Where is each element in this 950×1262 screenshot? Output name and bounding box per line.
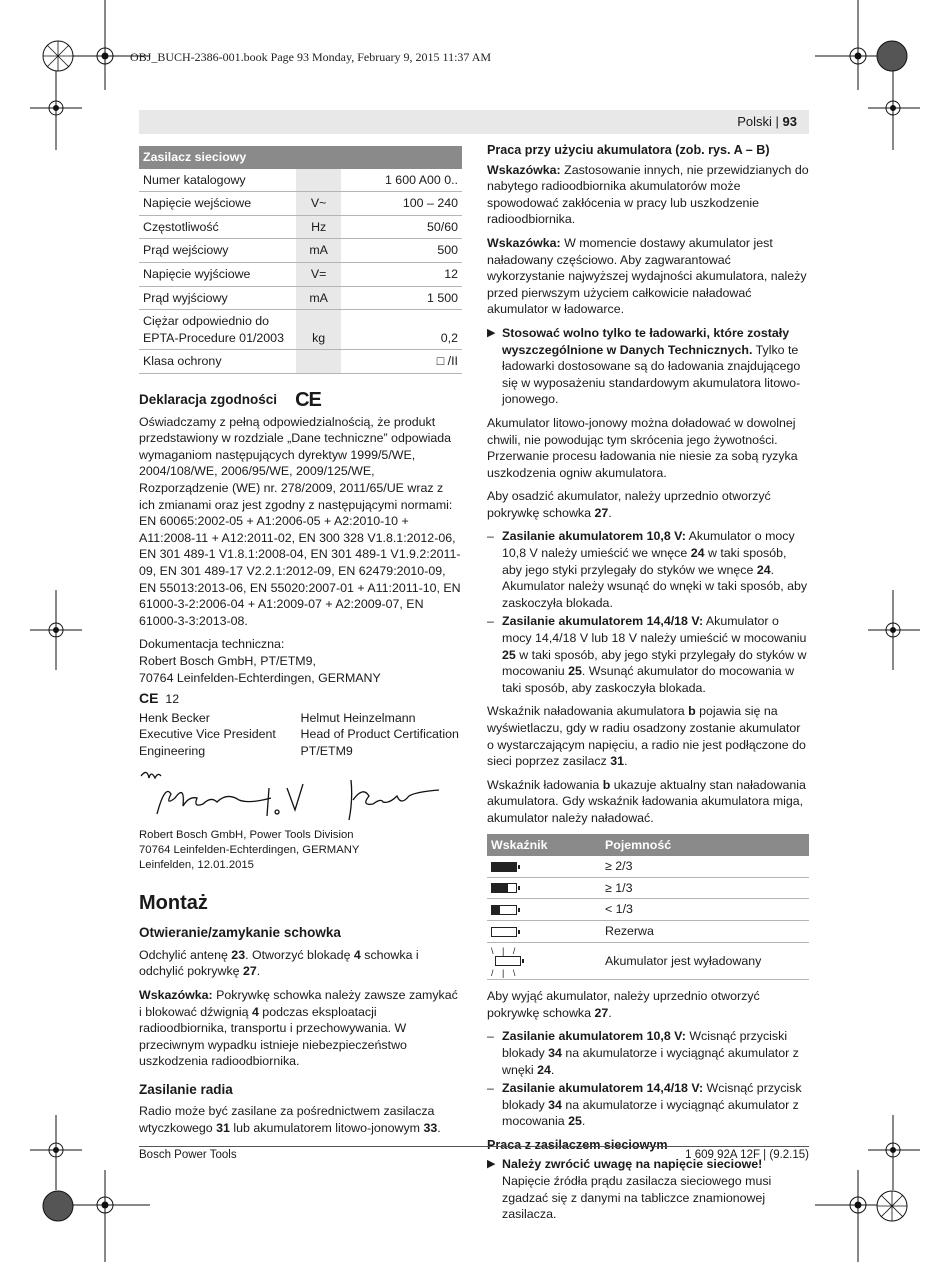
insert-14v [487, 613, 809, 696]
spec-value: 1 500 [341, 286, 462, 310]
indicator-col-header: Wskaźnik [487, 834, 601, 857]
page-header-bar [139, 110, 809, 134]
t: W momencie dostawy akumulator jest naładowany częściowo. Aby zagwarantować wykorzystanie najwyższej wydajności akumulatora, należy przed pierwszym użyciem całkowicie naładować akumulator w ładowarce. [487, 235, 807, 317]
power-text [139, 1103, 462, 1136]
signer-2 [301, 710, 463, 760]
mains-heading: Praca z zasilaczem sieciowym [487, 1137, 668, 1152]
indicator-row [487, 942, 809, 980]
spec-row [139, 239, 462, 263]
ce-year: 12 [165, 692, 180, 707]
dash-icon: – [487, 1029, 494, 1044]
t: . [624, 754, 628, 769]
tech-docs [139, 636, 462, 686]
signatures-image [139, 766, 459, 824]
t: . [256, 964, 261, 979]
ref: 23 [231, 947, 246, 962]
t: . [608, 505, 612, 520]
spec-row [139, 262, 462, 286]
spec-name: Napięcie wejściowe [139, 192, 296, 216]
battery-icon [487, 899, 601, 921]
battery-level-icon [491, 862, 517, 872]
t: Wskaźnik ładowania [487, 777, 603, 792]
remove-10v [487, 1028, 809, 1078]
ref: 34 [548, 1097, 562, 1112]
ref: b [688, 704, 696, 719]
signers [139, 710, 462, 760]
page-header: Polski | 93 [737, 114, 797, 129]
power-heading: Zasilanie radia [139, 1081, 233, 1097]
ref: 27 [594, 505, 609, 520]
tech-docs-address: 70764 Leinfelden-Echterdingen, GERMANY [139, 670, 381, 685]
arrow-icon: ▶ [487, 326, 496, 339]
signer2-title2: PT/ETM9 [300, 743, 353, 758]
spec-name: Napięcie wyjściowe [139, 262, 296, 286]
battery-icon [487, 920, 601, 942]
spec-name: Prąd wejściowy [139, 239, 296, 263]
t: . Wsunąć akumulator do mocowania w taki sposób, aby zaskoczyła blokada. [502, 664, 795, 695]
spec-table-title: Zasilacz sieciowy [139, 146, 462, 169]
company-block [139, 828, 462, 873]
capacity-label: ≥ 2/3 [601, 856, 809, 877]
spec-table [139, 146, 462, 374]
bold: Zasilanie akumulatorem 14,4/18 V: [502, 614, 704, 629]
t: schowka i odchylić pokrywkę [139, 947, 419, 979]
battery-heading: Praca przy użyciu akumulatora (zob. rys. A – B) [487, 143, 770, 157]
spec-value: 0,2 [341, 310, 462, 350]
indicator-text-1 [487, 703, 809, 769]
t: pojawia się na wyświetlaczu, gdy w radiu osadzony zostanie akumulator o wystarczającym napięciu, a radio nie jest podłączone do sieci poprzez zasilacz [487, 704, 806, 769]
ref: 25 [502, 647, 516, 662]
ref: 33 [423, 1121, 438, 1136]
spec-unit [296, 169, 340, 192]
t: . [550, 1062, 555, 1077]
t: Wcisnąć przyciski blokady [502, 1029, 788, 1060]
t: na akumulatorze i wyciągnąć akumulator z wnęki [502, 1045, 799, 1077]
battery-icon [487, 942, 601, 980]
t: Wskaźnik naładowania akumulatora [487, 704, 689, 719]
ref: 31 [216, 1121, 230, 1136]
arrow-icon: ▶ [487, 1158, 496, 1171]
spec-unit: V= [296, 262, 340, 286]
spec-name: Częstotliwość [139, 215, 296, 239]
bold: Zasilanie akumulatorem 14,4/18 V: [502, 1081, 704, 1096]
declaration-text: Oświadczamy z pełną odpowiedzialnością, że produkt przedstawiony w rozdziale „Dane techniczne” odpowiada wymaganiom następujących dyrektyw 1999/5/WE, 2004/108/WE, 2006/95/WE, 2009/125/WE, Rozporządzenie (WE) nr. 278/2009, 2011/65/UE wraz z ich zmianami oraz jest zgodny z następującymi normami: EN 60065:2002-05 + A1:2006-05 + A2:2010-10 + A11:2008-11 + A12:2011-02, EN 300 328 V1.8.1:2012-06, EN 301 489-1 V1.8.1:2008-04, EN 301 489-1 V1.9.2:2011-09, EN 301 489-17 V2.2.1:2012-09, EN 62479:2010-09, EN 55013:2013-06, EN 55020:2007-01 + A11:2011-10, EN 61000-3-2:2006-04 + A1:2009-07 + A2:2009-07, EN 61000-3-3:2013-08. [139, 414, 461, 628]
footer-left: Bosch Power Tools [139, 1149, 237, 1161]
ce-year-line: CE 12 [139, 690, 180, 707]
insert-text [487, 488, 809, 521]
signer2-name: Helmut Heinzelmann [300, 710, 416, 725]
company-line2: 70764 Leinfelden-Echterdingen, GERMANY [139, 843, 360, 856]
spec-unit [296, 350, 340, 374]
capacity-label: ≥ 1/3 [601, 877, 809, 899]
spec-unit: Hz [296, 215, 340, 239]
footer-right: 1 609 92A 12F | (9.2.15) [685, 1149, 809, 1161]
ref: 27 [242, 964, 257, 979]
t: Odchylić antenę [139, 947, 232, 962]
battery-icon [487, 856, 601, 877]
remove-14v [487, 1080, 809, 1130]
signer1-name: Henk Becker [139, 710, 210, 725]
spec-value: 50/60 [341, 215, 462, 239]
ref: 25 [568, 664, 582, 679]
note-label: Wskazówka: [487, 235, 561, 250]
spec-row [139, 192, 462, 216]
spec-value: □ /II [341, 350, 462, 374]
declaration-heading [139, 389, 462, 412]
blinking-battery-icon: \ | / / | \ [491, 945, 525, 978]
battery-level-icon [491, 905, 517, 915]
indicator-row [487, 877, 809, 899]
capacity-label: Rezerwa [601, 920, 809, 942]
t: w taki sposób, aby jego styki przylegały do styków w mocowaniu [502, 647, 807, 679]
t: Radio może być zasilane za pośrednictwem zasilacza wtyczkowego [139, 1104, 435, 1136]
remove-text [487, 988, 809, 1021]
signer-1 [139, 710, 301, 760]
spec-name: Prąd wyjściowy [139, 286, 296, 310]
ref: 24 [537, 1062, 551, 1077]
t: ukazuje aktualny stan naładowania akumulatora. Gdy wskaźnik ładowania akumulatora miga, akumulator należy naładować. [487, 777, 806, 825]
ref: b [602, 777, 611, 792]
liion-text: Akumulator litowo-jonowy można doładować w dowolnej chwili, nie powodując tym skrócenia jego żywotności. Przerwanie procesu ładowania nie niesie za sobą ryzyka uszkodzenia ogniw akumulatora. [487, 415, 798, 480]
note-label: Wskazówka: [487, 162, 561, 177]
storage-note [139, 987, 462, 1070]
spec-row [139, 310, 462, 350]
t: Akumulator o mocy 10,8 V należy umieścić we wnęce [502, 529, 795, 561]
spec-row [139, 350, 462, 374]
t: Wcisnąć przycisk blokady [502, 1081, 802, 1112]
note-label: Wskazówka: [139, 987, 213, 1002]
charger-warning [487, 325, 809, 408]
t: lub akumulatorem litowo-jonowym [229, 1121, 424, 1136]
battery-level-icon [491, 927, 517, 937]
warning-bold: Należy zwrócić uwagę na napięcie sieciowe! [502, 1157, 763, 1172]
spec-name: Numer katalogowy [139, 169, 296, 192]
t: Zastosowanie innych, nie przewidzianych do nabytego radioodbiornika akumulatorów może spowodować zakłócenia w pracy lub uszkodzenie radioodbiornika. [487, 162, 809, 227]
signer1-title1: Executive Vice President [139, 727, 276, 742]
page-number: 93 [782, 114, 797, 129]
t: na akumulatorze i wyciągnąć akumulator z mocowania [502, 1097, 799, 1129]
indicator-row [487, 856, 809, 877]
mains-warning [487, 1156, 809, 1222]
t: w taki sposób, aby jego styki przylegały do styków we wnęce [502, 546, 787, 577]
tech-docs-label: Dokumentacja techniczna: [139, 637, 285, 652]
spec-value: 1 600 A00 0.. [341, 169, 462, 192]
t: . [581, 1114, 586, 1129]
ref: 31 [610, 754, 625, 769]
ref: 34 [548, 1045, 562, 1060]
ref: 4 [353, 947, 361, 962]
spec-unit: mA [296, 239, 340, 263]
spec-unit: mA [296, 286, 340, 310]
signer1-title2: Engineering [139, 743, 206, 758]
insert-10v [487, 528, 809, 611]
spec-name: Klasa ochrony [139, 350, 296, 374]
t: Akumulator o mocy 14,4/18 V lub 18 V należy umieścić w mocowaniu [502, 614, 807, 646]
note-2 [487, 235, 809, 318]
bold: Zasilanie akumulatorem 10,8 V: [502, 1029, 686, 1044]
footer-rule [139, 1146, 809, 1147]
t: Aby wyjąć akumulator, należy uprzednio otworzyć pokrywkę schowka [487, 989, 760, 1020]
t: Aby osadzić akumulator, należy uprzednio otworzyć pokrywkę schowka [487, 489, 771, 520]
montaz-heading: Montaż [139, 891, 208, 914]
ref: 24 [690, 546, 705, 561]
spec-value: 12 [341, 262, 462, 286]
battery-icon [487, 877, 601, 899]
spec-row [139, 286, 462, 310]
ref: 24 [756, 562, 771, 577]
spec-name: Ciężar odpowiednio do EPTA-Procedure 01/2003 [139, 310, 296, 350]
t: Pokrywkę schowka należy zawsze zamykać i blokować dźwignią [139, 987, 458, 1019]
warning-bold: Stosować wolno tylko te ładowarki, które zostały wyszczególnione w Danych Technicznych. [502, 325, 790, 357]
storage-text [139, 947, 462, 980]
spec-value: 100 – 240 [341, 192, 462, 216]
signer2-title1: Head of Product Certification [300, 727, 459, 742]
indicator-row [487, 920, 809, 942]
ref: 27 [594, 1005, 609, 1020]
spec-unit: V~ [296, 192, 340, 216]
spec-row [139, 215, 462, 239]
battery-level-icon [491, 883, 517, 893]
ref: 4 [251, 1004, 259, 1019]
file-info-line: OBJ_BUCH-2386-001.book Page 93 Monday, February 9, 2015 11:37 AM [130, 50, 492, 64]
t: . Otworzyć blokadę [245, 947, 354, 962]
dash-icon: – [487, 529, 494, 544]
spec-value: 500 [341, 239, 462, 263]
ref: 25 [568, 1114, 582, 1129]
company-line3: Leinfelden, 12.01.2015 [139, 858, 254, 871]
indicator-row [487, 899, 809, 921]
indicator-text-2 [487, 777, 809, 827]
language-label: Polski [737, 114, 772, 129]
dash-icon: – [487, 1081, 494, 1096]
spec-row [139, 169, 462, 192]
t: Tylko te ładowarki dostosowane są do ładowania znajdującego się w wyposażeniu standardowym akumulatora litowo-jonowego. [502, 342, 801, 407]
battery-level-icon [495, 956, 521, 966]
left-column [139, 146, 462, 1144]
bold: Zasilanie akumulatorem 10,8 V: [502, 529, 686, 544]
company-line1: Robert Bosch GmbH, Power Tools Division [139, 828, 354, 841]
note-1 [487, 162, 809, 228]
t: . Akumulator należy wsunąć do wnęki w taki sposób, aby zaskoczyła blokada. [502, 562, 808, 610]
spec-unit: kg [296, 310, 340, 350]
t: podczas eksploatacji radioodbiornika, transportu i przechowywania. W przeciwnym wypadku istnieje niebezpieczeństwo uszkodzenia radioodbiornika. [139, 1004, 407, 1069]
dash-icon: – [487, 614, 494, 629]
ce-mark: CE [295, 389, 321, 412]
capacity-label: < 1/3 [601, 899, 809, 921]
capacity-col-header: Pojemność [601, 834, 809, 857]
indicator-table [487, 834, 809, 981]
storage-heading: Otwieranie/zamykanie schowka [139, 925, 341, 941]
right-column [487, 142, 809, 1230]
declaration-heading-text: Deklaracja zgodności [139, 391, 278, 407]
capacity-label: Akumulator jest wyładowany [601, 942, 809, 980]
t: . [608, 1005, 612, 1020]
tech-docs-company: Robert Bosch GmbH, PT/ETM9, [139, 653, 316, 668]
t: Napięcie źródła prądu zasilacza sieciowego musi zgadzać się z danymi na tabliczce znamionowej zasilacza. [502, 1174, 772, 1222]
t: . [437, 1121, 441, 1136]
